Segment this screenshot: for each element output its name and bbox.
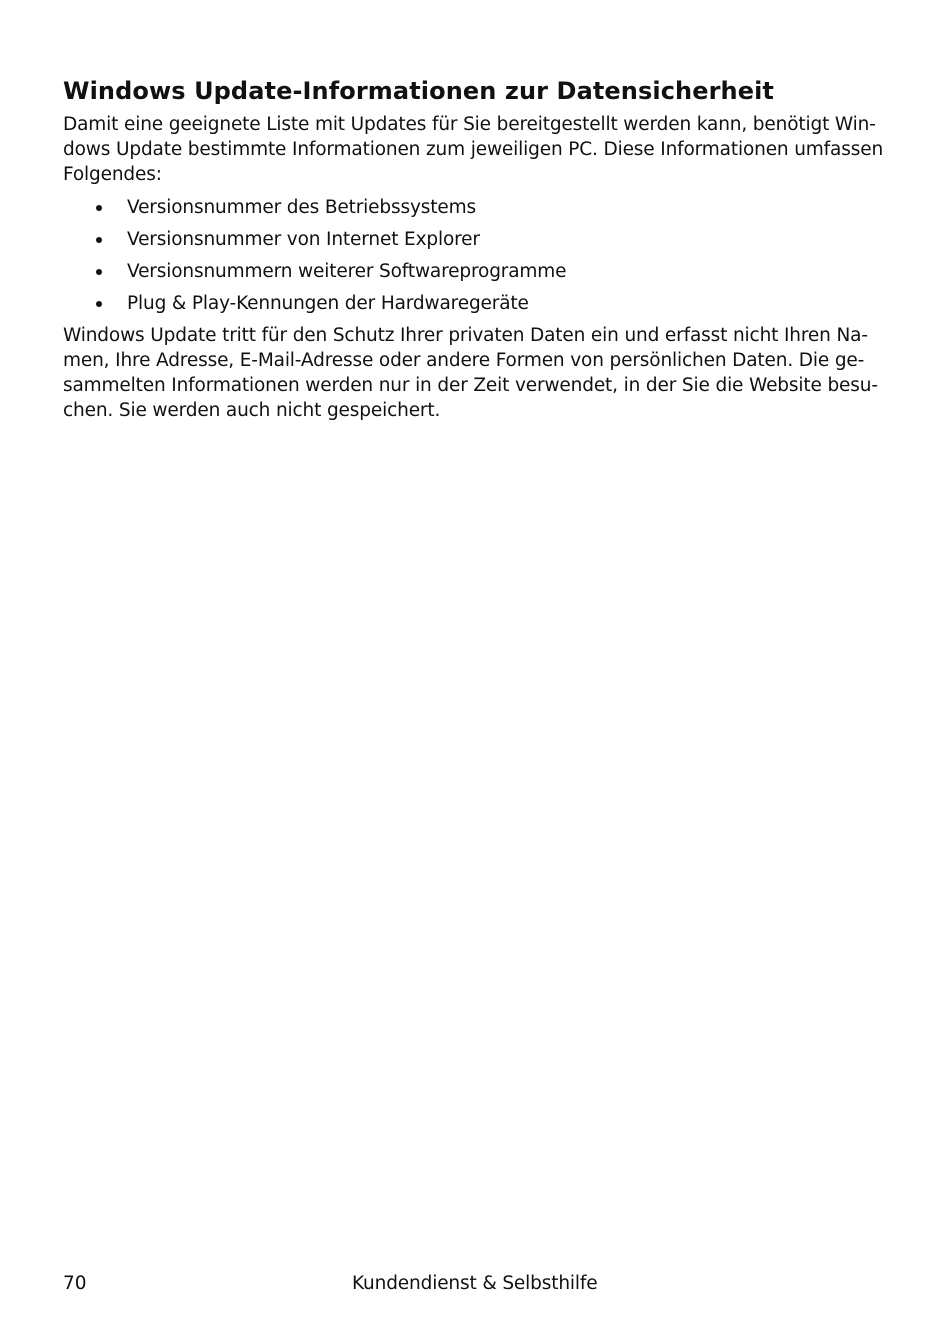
- section-heading: Windows Update-Informationen zur Datensicherheit: [63, 77, 774, 105]
- closing-line: Windows Update tritt für den Schutz Ihrer privaten Daten ein und erfasst nicht Ihren Na-: [63, 325, 868, 346]
- closing-line: chen. Sie werden auch nicht gespeichert.: [63, 400, 441, 421]
- list-item-text: Versionsnummer von Internet Explorer: [127, 229, 480, 250]
- list-item-text: Plug & Play-Kennungen der Hardwaregeräte: [127, 293, 529, 314]
- info-list: [63, 195, 883, 316]
- intro-paragraph: [63, 112, 883, 187]
- intro-line: Folgendes:: [63, 164, 162, 185]
- page-footer: [63, 1271, 883, 1297]
- list-item: [63, 227, 883, 252]
- closing-line: men, Ihre Adresse, E-Mail-Adresse oder andere Formen von persönlichen Daten. Die ge-: [63, 350, 865, 371]
- list-item: [63, 259, 883, 284]
- intro-line: dows Update bestimmte Informationen zum jeweiligen PC. Diese Informationen umfassen: [63, 139, 884, 160]
- bullet-icon: [96, 237, 102, 243]
- list-item: [63, 291, 883, 316]
- closing-line: sammelten Informationen werden nur in der Zeit verwendet, in der Sie die Website besu-: [63, 375, 878, 396]
- list-item: [63, 195, 883, 220]
- bullet-icon: [96, 205, 102, 211]
- bullet-icon: [96, 269, 102, 275]
- page-number: 70: [63, 1273, 87, 1294]
- list-item-text: Versionsnummer des Betriebssystems: [127, 197, 476, 218]
- closing-paragraph: [63, 323, 883, 423]
- intro-line: Damit eine geeignete Liste mit Updates für Sie bereitgestellt werden kann, benötigt Win-: [63, 114, 876, 135]
- chapter-title: Kundendienst & Selbsthilfe: [352, 1273, 598, 1294]
- page-content: [63, 74, 883, 423]
- list-item-text: Versionsnummern weiterer Softwareprogramme: [127, 261, 567, 282]
- bullet-icon: [96, 301, 102, 307]
